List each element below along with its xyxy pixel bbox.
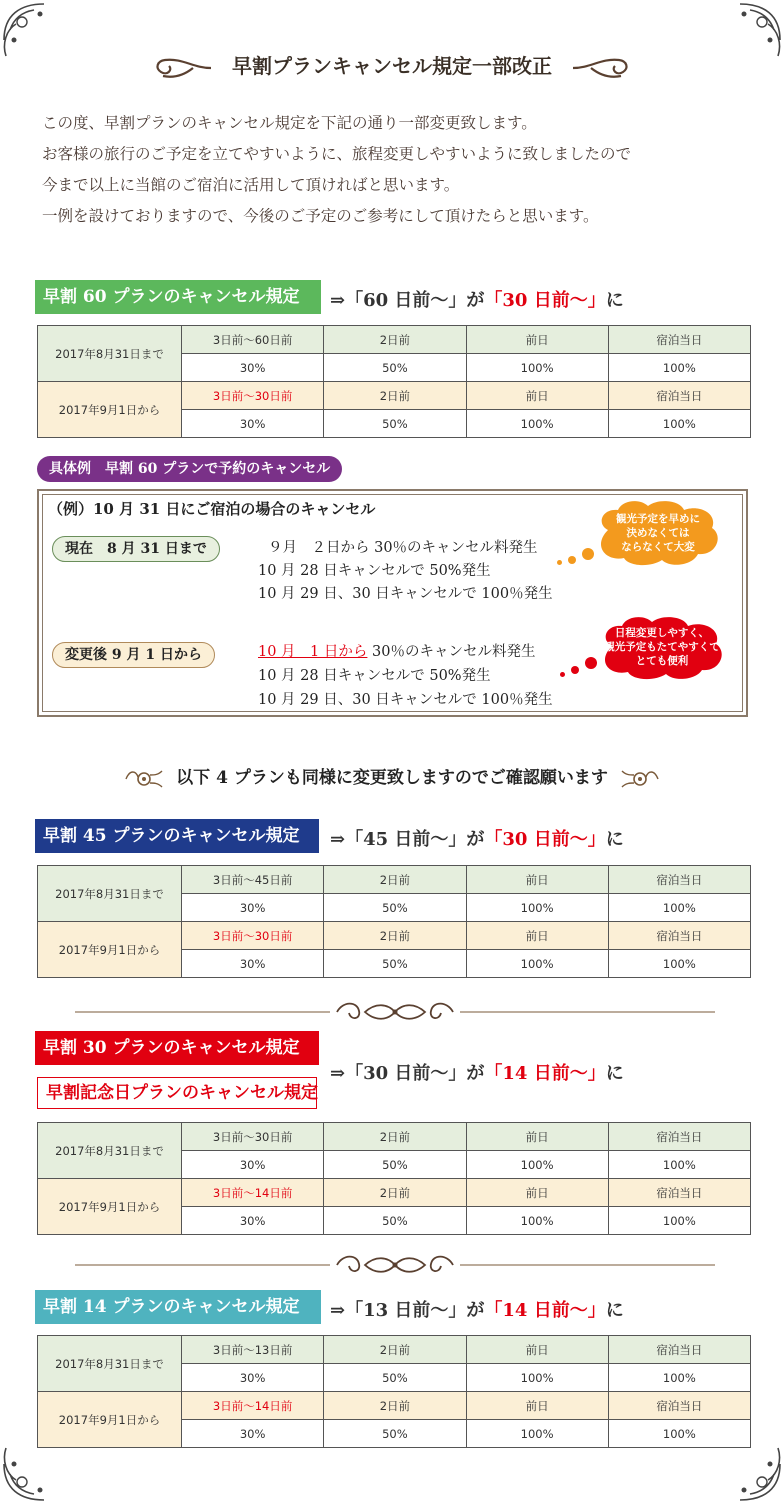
table-cell: 宿泊当日: [608, 866, 750, 894]
table-cell: 100%: [608, 1207, 750, 1235]
period-cell: 2017年9月1日から: [38, 382, 182, 438]
example-line: 10 月 29 日、30 日キャンセルで 100％発生: [258, 692, 553, 708]
bubble-dot: [571, 666, 579, 674]
bubble-line: 観光予定を早めに: [616, 513, 700, 525]
note-highlight: 「14 日前〜」: [484, 1300, 606, 1321]
table-cell: 30%: [182, 1364, 324, 1392]
table-row: [38, 866, 751, 894]
divider-ornament-icon: [75, 1250, 715, 1280]
table-cell: 2日前: [324, 866, 466, 894]
table-cell: 100%: [466, 1364, 608, 1392]
table-cell: 宿泊当日: [608, 1179, 750, 1207]
bubble-dot: [557, 560, 562, 565]
example-highlight: 10 月 1 日から: [258, 644, 368, 660]
table-cell: 前日: [466, 866, 608, 894]
example-heading: （例）10 月 31 日にご宿泊の場合のキャンセル: [48, 500, 376, 518]
table-cell: 100%: [466, 410, 608, 438]
plan30-table: [37, 1122, 751, 1235]
table-row: [38, 922, 751, 950]
table-cell: 3日前〜45日前: [182, 866, 324, 894]
example-line: ９月 ２日から 30％のキャンセル料発生: [268, 540, 538, 556]
note-prefix: ⇒「45 日前〜」が: [330, 829, 485, 850]
table-cell: 前日: [466, 1179, 608, 1207]
table-cell: 2日前: [324, 1123, 466, 1151]
table-cell: 50%: [324, 1151, 466, 1179]
table-cell: 100%: [608, 1420, 750, 1448]
table-cell: 前日: [466, 1123, 608, 1151]
table-cell: 前日: [466, 382, 608, 410]
table-cell: 100%: [608, 410, 750, 438]
table-cell: 100%: [466, 1151, 608, 1179]
table-cell: 50%: [324, 1364, 466, 1392]
subheading: [0, 763, 784, 791]
intro-line: 一例を設けておりますので、今後のご予定のご参考にして頂けたらと思います。: [42, 207, 599, 225]
table-cell: 2日前: [324, 1179, 466, 1207]
note-suffix: に: [605, 829, 624, 850]
intro-text: [42, 108, 631, 232]
table-cell: 30%: [182, 354, 324, 382]
table-cell: 2日前: [324, 382, 466, 410]
table-cell: 3日前〜30日前: [182, 922, 324, 950]
bubble-line: 観光予定もたてやすくて: [604, 641, 720, 653]
table-row: [38, 1123, 751, 1151]
period-cell: 2017年8月31日まで: [38, 1123, 182, 1179]
table-cell: 100%: [608, 354, 750, 382]
period-cell: 2017年9月1日から: [38, 1179, 182, 1235]
period-cell: 2017年8月31日まで: [38, 866, 182, 922]
table-cell: 30%: [182, 950, 324, 978]
table-row: [38, 1392, 751, 1420]
table-cell: 前日: [466, 326, 608, 354]
table-cell: 前日: [466, 922, 608, 950]
intro-line: 今まで以上に当館のご宿泊に活用して頂ければと思います。: [42, 176, 460, 194]
table-cell: 50%: [324, 1420, 466, 1448]
bubble-orange-text: [598, 512, 718, 554]
table-cell: 30%: [182, 1207, 324, 1235]
table-cell: 50%: [324, 894, 466, 922]
table-cell: 宿泊当日: [608, 1392, 750, 1420]
table-cell: 3日前〜14日前: [182, 1392, 324, 1420]
note-suffix: に: [605, 1063, 624, 1084]
table-cell: 100%: [466, 894, 608, 922]
left-flourish-icon: [153, 54, 213, 82]
bubble-dot: [585, 657, 597, 669]
table-cell: 前日: [466, 1392, 608, 1420]
intro-line: お客様の旅行のご予定を立てやすいように、旅程変更しやすいように致しましたので: [42, 145, 632, 163]
plan14-note: [330, 1296, 624, 1322]
table-cell: 50%: [324, 1207, 466, 1235]
table-cell: 100%: [608, 894, 750, 922]
table-cell: 2日前: [324, 1392, 466, 1420]
note-highlight: 「14 日前〜」: [484, 1063, 606, 1084]
table-cell: 100%: [466, 354, 608, 382]
bubble-line: ならなくて大変: [621, 541, 695, 553]
note-suffix: に: [605, 290, 624, 311]
flourish-right-icon: [620, 767, 660, 791]
table-row: [38, 326, 751, 354]
table-cell: 100%: [608, 1151, 750, 1179]
table-cell: 3日前〜13日前: [182, 1336, 324, 1364]
table-cell: 前日: [466, 1336, 608, 1364]
title-text: 早割プランキャンセル規定一部改正: [232, 54, 552, 78]
right-flourish-icon: [571, 54, 631, 82]
table-cell: 50%: [324, 950, 466, 978]
table-cell: 2日前: [324, 1336, 466, 1364]
plan60-note: [330, 286, 624, 312]
plan30-label2: 早割記念日プランのキャンセル規定: [37, 1077, 317, 1109]
period-cell: 2017年8月31日まで: [38, 1336, 182, 1392]
note-prefix: ⇒「13 日前〜」が: [330, 1300, 485, 1321]
table-cell: 3日前〜60日前: [182, 326, 324, 354]
example-rest: 30％のキャンセル料発生: [367, 644, 536, 660]
table-cell: 3日前〜30日前: [182, 382, 324, 410]
table-cell: 100%: [608, 950, 750, 978]
example-line: 10 月 29 日、30 日キャンセルで 100％発生: [258, 586, 553, 602]
bubble-line: とても便利: [635, 655, 689, 667]
example-pill: 具体例 早割 60 プランで予約のキャンセル: [37, 456, 342, 482]
period-cell: 2017年9月1日から: [38, 1392, 182, 1448]
note-prefix: ⇒「60 日前〜」が: [330, 290, 485, 311]
table-cell: 2日前: [324, 326, 466, 354]
plan60-label: 早割 60 プランのキャンセル規定: [35, 280, 321, 314]
table-cell: 3日前〜30日前: [182, 1123, 324, 1151]
plan60-table: [37, 325, 751, 438]
bubble-dot: [560, 672, 565, 677]
table-cell: 宿泊当日: [608, 1336, 750, 1364]
table-cell: 100%: [466, 1207, 608, 1235]
plan30-note: [330, 1059, 624, 1085]
table-cell: 宿泊当日: [608, 326, 750, 354]
table-cell: 100%: [466, 950, 608, 978]
note-highlight: 「30 日前〜」: [484, 829, 606, 850]
period-cell: 2017年8月31日まで: [38, 326, 182, 382]
plan45-note: [330, 825, 624, 851]
table-cell: 100%: [466, 1420, 608, 1448]
example-line: 10 月 28 日キャンセルで 50%発生: [258, 668, 491, 684]
plan30-label: 早割 30 プランのキャンセル規定: [35, 1031, 319, 1065]
note-highlight: 「30 日前〜」: [484, 290, 606, 311]
table-cell: 3日前〜14日前: [182, 1179, 324, 1207]
bubble-dot: [582, 548, 594, 560]
plan45-label: 早割 45 プランのキャンセル規定: [35, 819, 319, 853]
example-line: [258, 640, 535, 661]
table-cell: 50%: [324, 354, 466, 382]
divider-ornament-icon: [75, 997, 715, 1027]
table-cell: 宿泊当日: [608, 922, 750, 950]
note-prefix: ⇒「30 日前〜」が: [330, 1063, 485, 1084]
bubble-line: 決めなくては: [626, 527, 690, 539]
table-cell: 宿泊当日: [608, 1123, 750, 1151]
table-cell: 30%: [182, 410, 324, 438]
plan45-table: [37, 865, 751, 978]
table-cell: 30%: [182, 1151, 324, 1179]
changed-tag: 変更後 9 月 1 日から: [52, 642, 215, 668]
table-cell: 50%: [324, 410, 466, 438]
plan14-label: 早割 14 プランのキャンセル規定: [35, 1290, 321, 1324]
table-cell: 30%: [182, 894, 324, 922]
bubble-dot: [568, 556, 576, 564]
plan14-table: [37, 1335, 751, 1448]
table-cell: 2日前: [324, 922, 466, 950]
table-cell: 宿泊当日: [608, 382, 750, 410]
note-suffix: に: [605, 1300, 624, 1321]
bubble-red-text: [596, 626, 728, 668]
bubble-line: 日程変更しやすく、: [614, 627, 710, 639]
table-row: [38, 1336, 751, 1364]
table-row: [38, 382, 751, 410]
page-title: [0, 50, 784, 82]
intro-line: この度、早割プランのキャンセル規定を下記の通り一部変更致します。: [42, 114, 537, 132]
current-tag: 現在 8 月 31 日まで: [52, 536, 220, 562]
table-row: [38, 1179, 751, 1207]
table-cell: 30%: [182, 1420, 324, 1448]
example-line: 10 月 28 日キャンセルで 50%発生: [258, 563, 491, 579]
table-cell: 100%: [608, 1364, 750, 1392]
flourish-left-icon: [124, 767, 164, 791]
period-cell: 2017年9月1日から: [38, 922, 182, 978]
subheading-text: 以下 4 プランも同様に変更致しますのでご確認願います: [176, 768, 608, 788]
